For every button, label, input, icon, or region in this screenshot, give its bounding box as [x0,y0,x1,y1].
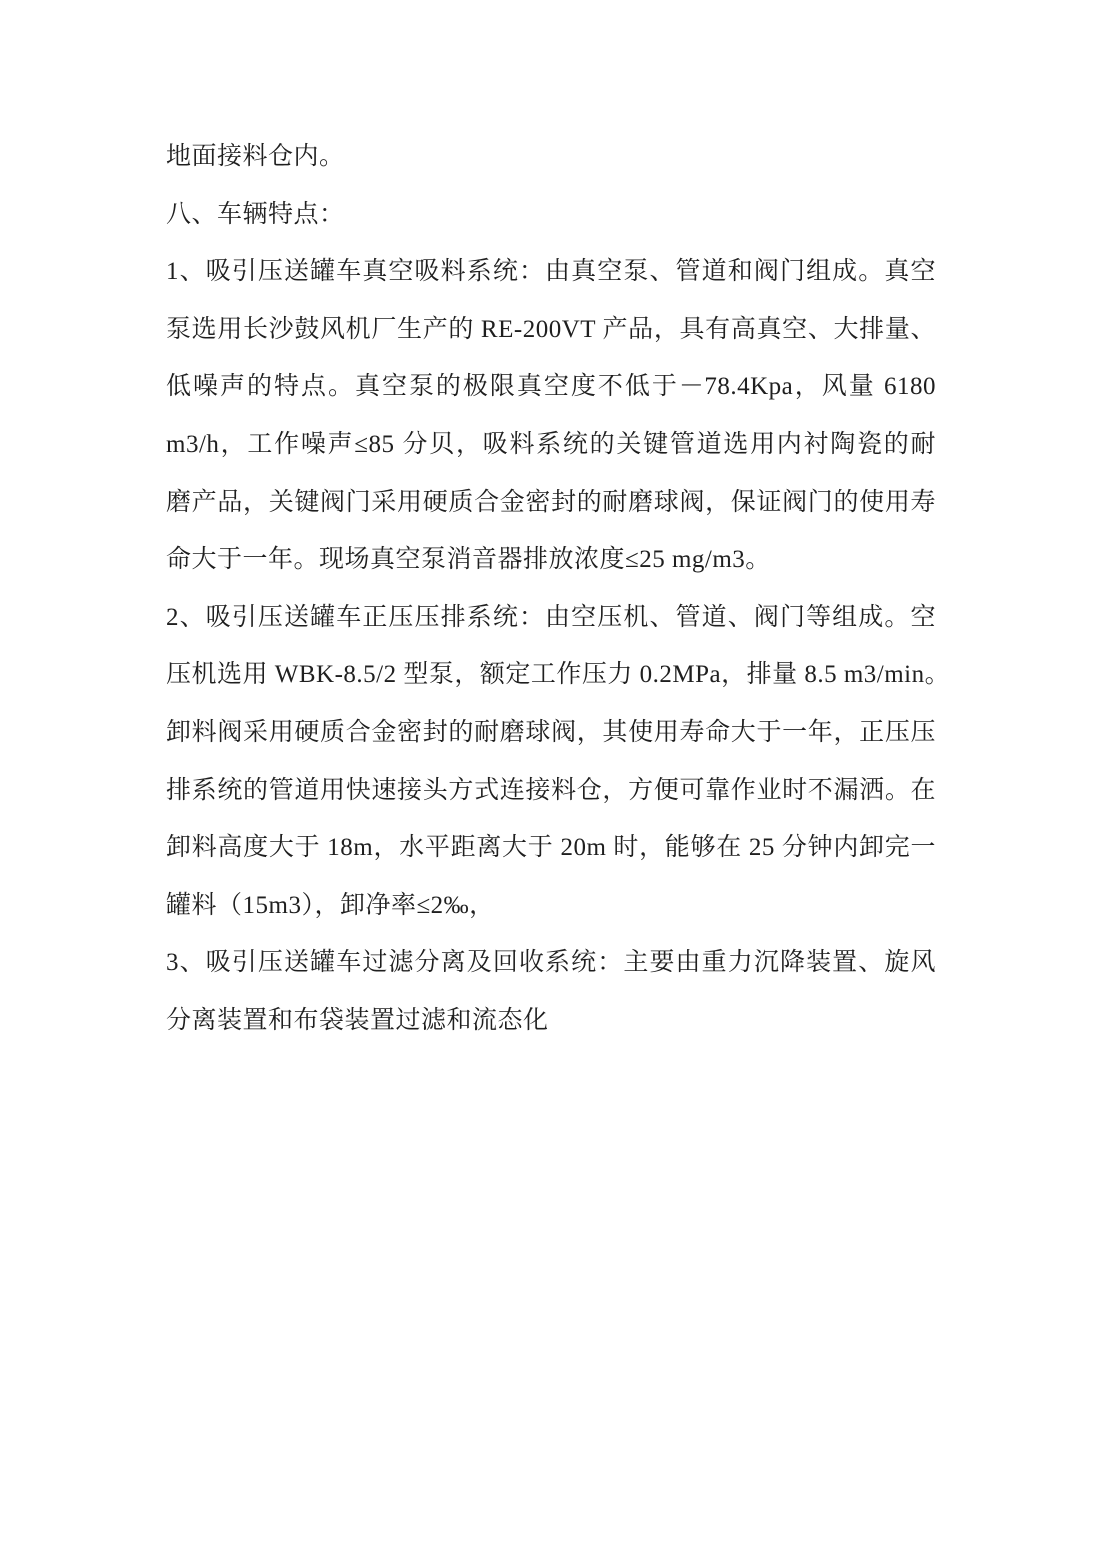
text-line: 卸料高度大于 18m，水平距离大于 20m 时，能够在 25 分钟内卸完一 [166,834,936,862]
text-line: 卸料阀采用硬质合金密封的耐磨球阀，其使用寿命大于一年，正压压 [166,718,936,746]
text-line: 泵选用长沙鼓风机厂生产的 RE-200VT 产品，具有高真空、大排量、 [166,315,936,343]
text-line: 命大于一年。现场真空泵消音器排放浓度≤25 mg/m3。 [166,546,771,574]
text-line: 磨产品，关键阀门采用硬质合金密封的耐磨球阀，保证阀门的使用寿 [166,488,936,516]
text-line: 八、车辆特点： [166,200,345,228]
text-line: 2、吸引压送罐车正压压排系统：由空压机、管道、阀门等组成。空 [166,603,936,631]
text-line: 地面接料仓内。 [166,143,345,170]
text-line: 压机选用 WBK-8.5/2 型泵，额定工作压力 0.2MPa，排量 8.5 m3/min。 [166,661,951,689]
text-line: m3/h，工作噪声≤85 分贝，吸料系统的关键管道选用内衬陶瓷的耐 [166,430,936,458]
text-line: 3、吸引压送罐车过滤分离及回收系统：主要由重力沉降装置、旋风 [166,949,936,977]
text-line: 低噪声的特点。真空泵的极限真空度不低于－78.4Kpa，风量 6180 [166,373,936,401]
text-line: 1、吸引压送罐车真空吸料系统：由真空泵、管道和阀门组成。真空 [166,258,936,286]
text-line: 排系统的管道用快速接头方式连接料仓，方便可靠作业时不漏洒。在 [166,776,936,804]
document-text-block [166,128,951,1050]
text-line: 分离装置和布袋装置过滤和流态化 [166,1006,549,1034]
text-line: 罐料（15m3），卸净率≤2‰， [166,891,495,919]
